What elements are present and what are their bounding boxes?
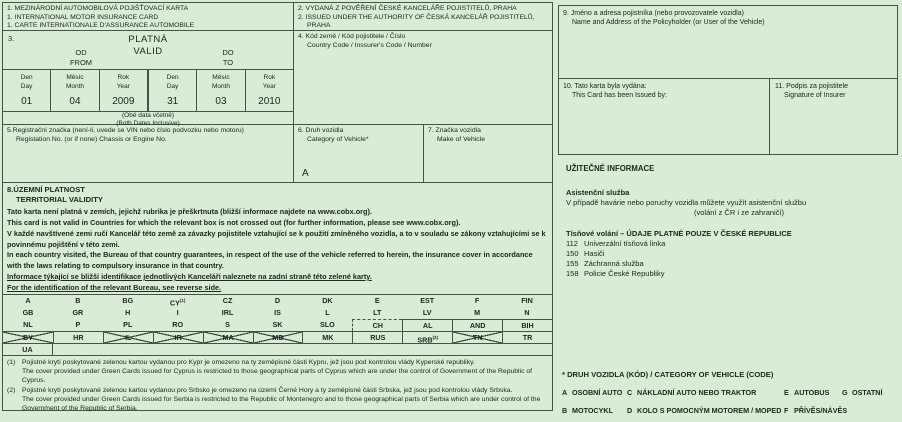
country-cell: D — [274, 296, 281, 305]
country-cell: F — [474, 296, 480, 305]
section-2-authority — [294, 3, 552, 30]
emergency-150: 150 Hasiči — [566, 249, 605, 258]
country-cell: MK — [302, 332, 352, 343]
section-9-policyholder — [559, 6, 897, 79]
date-table — [3, 69, 293, 126]
do-label: DO — [222, 48, 234, 57]
section-3-validity — [3, 31, 294, 127]
country-cell: B — [75, 296, 81, 305]
od-label: OD — [75, 48, 87, 57]
assistance-note: (volání z ČR i ze zahraničí) — [694, 208, 785, 217]
category-label-en: Category of Vehicle* — [307, 135, 369, 143]
category-A: A OSOBNÍ AUTO — [562, 388, 623, 397]
section-8-territorial-validity — [3, 183, 552, 294]
country-cell: H — [125, 308, 131, 317]
country-cell: GR — [72, 308, 84, 317]
country-cell-crossed: MD — [253, 332, 303, 343]
country-row-3 — [3, 319, 552, 331]
country-code-label-en: Country Code / Inssurer's Code / Number — [307, 41, 432, 49]
category-B: B MOTOCYKL — [562, 406, 613, 415]
card-title-fr: 1. CARTE INTERNATIONALE D'ASSURANCE AUTOMOBILE — [7, 22, 195, 30]
footnotes-box — [3, 355, 552, 413]
country-cell: I — [176, 308, 179, 317]
year-header-en: Year — [262, 83, 276, 90]
day-header-en: Day — [166, 83, 179, 90]
country-cell: HR — [53, 332, 103, 343]
country-cell: RO — [172, 320, 184, 329]
from-month-value: 04 — [69, 96, 81, 107]
emergency-155: 155 Záchranná služba — [566, 259, 644, 268]
country-cell: DK — [322, 296, 333, 305]
country-cell: RUS — [352, 332, 402, 343]
day-header-cs: Den — [166, 74, 179, 81]
category-F: F PŘÍVĚS/NÁVĚS — [784, 406, 848, 415]
year-header-en: Year — [116, 83, 130, 90]
make-label-en: Make of Vehicle — [437, 135, 485, 143]
country-cell-crossed: BY — [3, 332, 53, 343]
territorial-underlined-cs: Informace týkající se bližší identifikace jednotlivých Kanceláří naleznete na zadní straně této zelené karty. — [7, 271, 372, 281]
emergency-158: 158 Policie České Republiky — [566, 269, 665, 278]
from-day-value: 01 — [21, 96, 33, 107]
footnote-1-cs: Pojistné krytí poskytované zelenou kartou vydanou pro Kypr je omezeno na ty zeměpisné části Kypru, jež jsou pod kontrolou vlády Kyperské republiky. — [22, 359, 475, 366]
country-cell: LT — [373, 308, 382, 317]
signature-label-cs: 11. Podpis za pojistitele — [775, 83, 849, 90]
country-cell: EST — [420, 296, 435, 305]
section-7-make — [424, 125, 552, 182]
to-month-value: 03 — [215, 96, 227, 107]
date-col-from-year — [100, 70, 149, 111]
month-header-en: Month — [211, 83, 231, 90]
year-header-cs: Rok — [263, 74, 276, 81]
category-E: E AUTOBUS — [784, 388, 830, 397]
country-cell: AL — [402, 319, 452, 331]
to-label — [173, 48, 283, 68]
assistance-title: Asistenční služba — [566, 188, 630, 197]
to-label-en: TO — [222, 58, 234, 67]
category-C: C NÁKLADNÍ AUTO NEBO TRAKTOR — [627, 388, 757, 397]
valid-label-cs: PLATNÁ — [128, 34, 168, 45]
issued-by-label-en: This Card has been Issued by: — [572, 92, 667, 99]
country-cell-crossed: IL — [103, 332, 153, 343]
header-row — [3, 3, 552, 31]
category-D: D KOLO S POMOCNÝM MOTOREM / MOPED — [627, 406, 782, 415]
issued-by-label-cs: 10. Tato karta byla vydána: — [563, 83, 647, 90]
country-cell: IRL — [221, 308, 234, 317]
date-col-to-month — [197, 70, 245, 111]
dates-note-en: (Both Dates Inclusive) — [116, 119, 180, 127]
green-card-left-panel — [2, 2, 553, 411]
territorial-paragraph-cs-2: V každé navštívené zemi ručí Kancelář této země za závazky pojistitele vztahující se k použití zmíněného vozidla, a to v souladu se zákony vztahujícími se k povinnému pojištění v této zemi. — [7, 228, 546, 249]
from-label-en: FROM — [69, 58, 93, 67]
country-cell-crossed: MA — [203, 332, 253, 343]
country-cell: CH — [352, 319, 402, 331]
month-header-cs: Měsíc — [66, 74, 84, 81]
country-cell: BIH — [502, 319, 552, 331]
country-cell: CY$^{(1)}$ — [169, 298, 186, 308]
country-cell: SRB$^{(2)}$ — [402, 332, 452, 343]
valid-label-en: VALID — [133, 46, 163, 57]
vehicle-row — [3, 125, 552, 183]
footnote-1 — [7, 358, 548, 386]
country-cell: SK — [272, 320, 283, 329]
date-col-to-year — [246, 70, 293, 111]
section-11-signature — [770, 79, 897, 154]
section-1-title — [3, 3, 294, 30]
country-cell: NL — [23, 320, 33, 329]
country-row-4 — [3, 331, 552, 344]
country-cell: PL — [123, 320, 133, 329]
footnote-2-cs: Pojistné krytí poskytované zelenou kartou vydanou pro Srbsko je omezeno na území Černé Hory a ty zeměpisné části Srbska, jež jsou pod kontrolou vlády Srbska. — [22, 386, 513, 394]
footnote-2-en: The cover provided under Green Cards issued for Serbia is restricted to the Republic of Montenegro and to those geographical parts of Serbia which are under control of the Government of the Republic of Serbia. — [22, 395, 541, 413]
assistance-line: V případě havárie nebo poruchy vozidla můžete využít asistenční službu — [566, 198, 807, 207]
country-row-1 — [3, 295, 552, 307]
country-cell: A — [25, 296, 31, 305]
authority-en: 2. ISSUED UNDER THE AUTHORITY OF ČESKÁ KANCELÁŘ POJISTITELŮ, — [298, 13, 535, 21]
signature-label-en: Signature of Insurer — [784, 92, 846, 99]
country-cell: CZ — [222, 296, 233, 305]
day-header-cs: Den — [20, 74, 33, 81]
country-cell: M — [474, 308, 481, 317]
country-cell: SLO — [320, 320, 335, 329]
section-4-code — [294, 31, 552, 124]
country-cell: TR — [502, 332, 552, 343]
footnote-2 — [7, 386, 548, 414]
country-cell: GB — [22, 308, 34, 317]
country-cell: LV — [422, 308, 432, 317]
registration-label-cs: 5.Registrační značka (není-li, uvede se VIN nebo číslo podvozku nebo motoru) — [7, 127, 244, 134]
footnote-2-number: (2) — [7, 386, 16, 394]
country-row-2 — [3, 307, 552, 319]
country-cell: AND — [452, 319, 502, 331]
authority-en2: PRAHA — [307, 22, 331, 30]
to-day-value: 31 — [167, 96, 179, 107]
month-header-en: Month — [65, 83, 85, 90]
policyholder-label-en: Name and Address of the Policyholder (or User of the Vehicle) — [572, 19, 765, 26]
footnote-1-number: (1) — [7, 359, 16, 366]
authority-cs: 2. VYDANÁ Z POVĚŘENÍ ČESKÉ KANCELÁŘE POJISTITELŮ, PRAHA — [298, 5, 517, 12]
country-validity-table — [3, 294, 552, 355]
validity-row — [3, 31, 552, 125]
section-10-issued-by — [559, 79, 770, 154]
category-value: A — [302, 168, 309, 179]
territorial-paragraph-en-2: In each country visited, the Bureau of that country guarantees, in respect of the use of the vehicle referred to herein, the insurance cover in accordance with the laws relating to compulsory insurance in that country. — [7, 250, 533, 271]
country-cell: N — [524, 308, 530, 317]
territorial-title-en: TERRITORIAL VALIDITY — [16, 194, 103, 204]
day-header-en: Day — [20, 83, 33, 90]
country-cell: BG — [122, 296, 134, 305]
country-cell-crossed: IR — [153, 332, 203, 343]
make-label-cs: 7. Značka vozidla — [428, 127, 481, 134]
dates-inclusive-note — [3, 111, 293, 126]
category-G: G OSTATNÍ — [842, 388, 883, 397]
dates-note-cs: (Obě data včetně) — [121, 112, 175, 119]
country-cell: E — [374, 296, 380, 305]
section-3-number: 3. — [8, 34, 15, 43]
from-year-value: 2009 — [112, 96, 135, 107]
territorial-title-cs: 8.ÚZEMNÍ PLATNOST — [7, 185, 85, 194]
country-cell: IS — [274, 308, 281, 317]
country-cell: L — [325, 308, 330, 317]
date-col-from-day — [3, 70, 51, 111]
from-label — [3, 48, 159, 68]
territorial-paragraph-en-1: This card is not valid in Countries for which the relevant box is not crossed out (for further information, please see www.cobx.org). — [7, 217, 461, 227]
vehicle-category-title: * DRUH VOZIDLA (KÓD) / CATEGORY OF VEHICLE (CODE) — [562, 370, 774, 379]
emergency-title: Tísňové volání – ÚDAJE PLATNÉ POUZE V ČESKÉ REPUBLICE — [566, 229, 792, 238]
territorial-underlined-en: For the identification of the relevant Bureau, see reverse side. — [7, 282, 222, 292]
footnote-1-en: The cover provided under Green Cards issued for Cyprus is restricted to those geographical parts of Cyprus which are under the control of Government of the Republic of Cyprus. — [22, 368, 533, 385]
country-cell-crossed: TN — [452, 332, 502, 343]
policyholder-box — [558, 5, 898, 155]
category-label-cs: 6. Druh vozidla — [298, 127, 344, 134]
useful-info-block — [566, 164, 896, 279]
country-cell: UA — [3, 344, 53, 356]
registration-label-en: Registation No. (or if none) Chassis or Engine No. — [16, 135, 167, 143]
date-col-from-month — [51, 70, 99, 111]
section-5-registration — [3, 125, 294, 182]
policyholder-label-cs: 9. Jméno a adresa pojistníka (nebo provozovatele vozidla) — [563, 10, 744, 17]
year-header-cs: Rok — [117, 74, 130, 81]
month-header-cs: Měsíc — [212, 74, 230, 81]
card-title-cs: 1. MEZINÁRODNÍ AUTOMOBILOVÁ POJIŠŤOVACÍ KARTA — [7, 5, 189, 12]
section-6-category — [294, 125, 424, 182]
country-cell: S — [225, 320, 230, 329]
territorial-paragraph-cs-1: Tato karta není platná v zemích, jejichž rubrika je přeškrtnuta (bližší informace najdete na www.cobx.org). — [7, 207, 372, 217]
to-year-value: 2010 — [258, 96, 281, 107]
card-title-en: 1. INTERNATIONAL MOTOR INSURANCE CARD — [7, 13, 159, 21]
country-cell: P — [75, 320, 81, 329]
date-col-to-day — [149, 70, 197, 111]
country-cell: FIN — [521, 296, 533, 305]
useful-info-title: UŽITEČNÉ INFORMACE — [566, 164, 655, 173]
emergency-112: 112 Univerzální tísňová linka — [566, 239, 666, 248]
country-code-label-cs: 4. Kód země / Kód pojistitele / Číslo — [298, 33, 406, 40]
